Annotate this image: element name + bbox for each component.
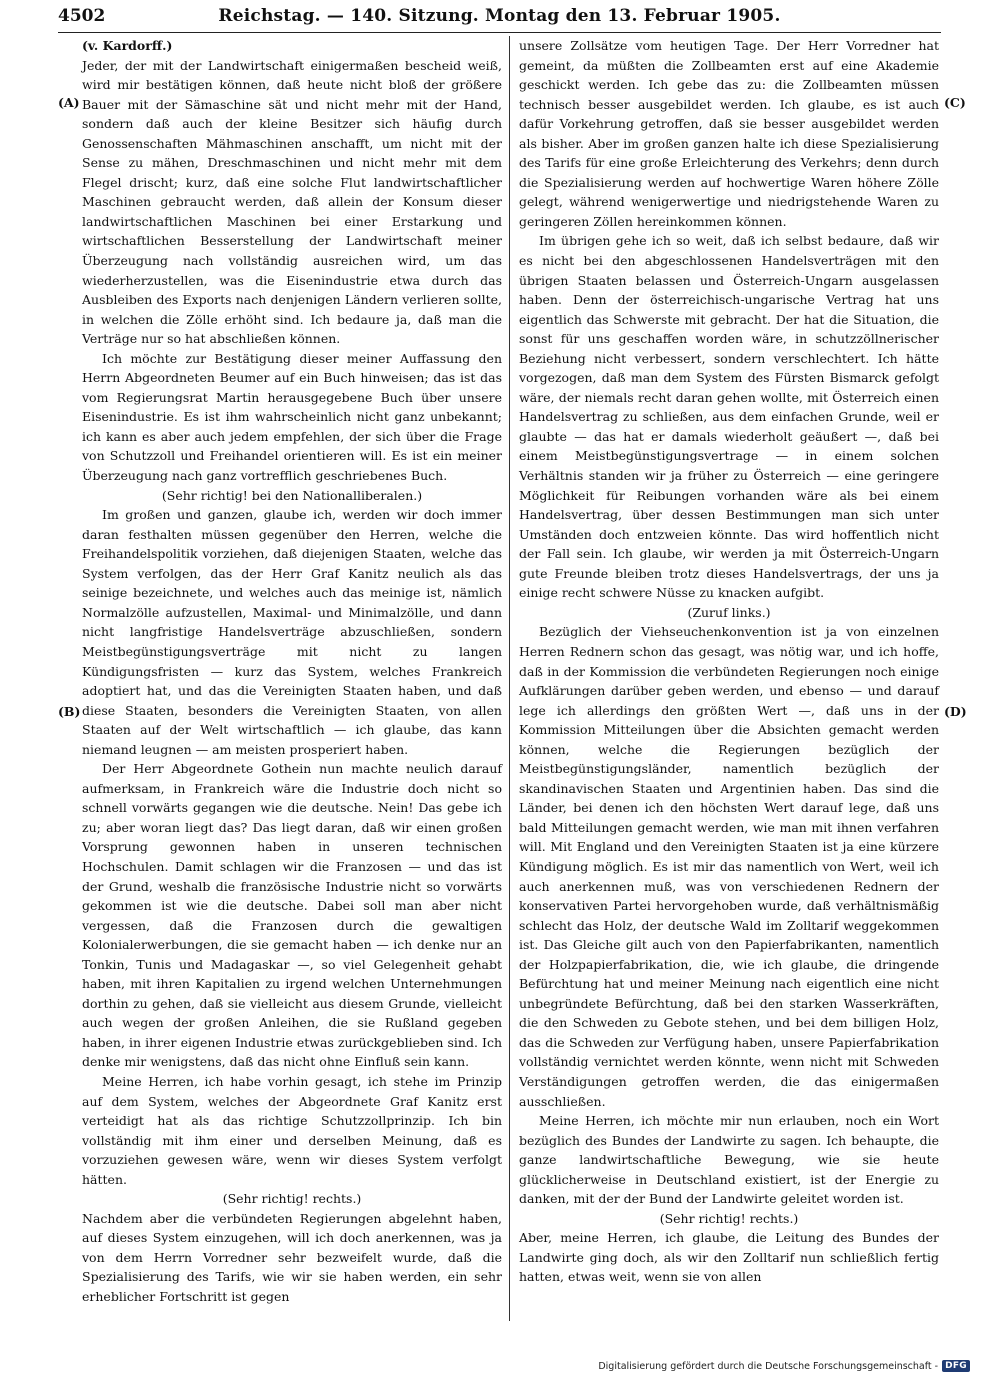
paragraph: Der Herr Abgeordnete Gothein nun machte neulich darauf aufmerksam, in Frankreich wäre die Industrie doch nicht so schnell vorwärts gegangen wie die deutsche. Nein! Das gebe ich zu; aber woran liegt das? Das liegt daran, daß wir einen großen Vorsprung gewonnen haben in unseren technischen Hochschulen. Damit schlagen wir die Franzosen — und das ist der Grund, weshalb die französische Industrie nicht so vorwärts gekommen ist wie die deutsche. Dabei soll man aber nicht vergessen, daß die Franzosen durch die gewaltigen Kolonialerwerbungen, die sie gemacht haben — ich denke nur an Tonkin, Tunis und Madagaskar —, so viel Gelegenheit gehabt haben, mit ihren Kapitalien zu irgend welchen Unternehmungen dorthin zu gehen, daß sie vielleicht aus diesem Grunde, vielleicht auch wegen der großen Anleihen, die sie Rußland gegeben haben, in ihrer eigenen Industrie etwas zurückgeblieben sind. Ich denke mir wenigstens, daß das nicht ohne Einfluß sein kann. bbox=[82, 761, 502, 1070]
speaker-name: (v. Kardorff.) bbox=[82, 38, 173, 53]
paragraph: Im übrigen gehe ich so weit, daß ich selbst bedaure, daß wir es nicht bei den abgeschlossenen Handelsverträgen mit den übrigen Staaten belassen und Österreich-Ungarn ausgelassen haben. Denn der österreichisch-ungarische Vertrag hat uns eigentlich das Schwerste mit gebracht. Der hat die Situation, die sonst für uns geschaffen worden wäre, in schutzzöllnerischer Beziehung nicht verbessert, sondern verschlechtert. Ich hätte vorgezogen, daß man dem System des Fürsten Bismarck gefolgt wäre, der niemals recht daran gehen wollte, mit Österreich einen Handelsvertrag zu schließen, aus dem einfachen Grunde, weil er glaubte — das hat er damals wiederholt geäußert —, daß bei einem Meistbegünstigungsvertrage — in einem solchen Verhältnis standen wir ja früher zu Österreich — eine geringere Möglichkeit für Reibungen vorhanden wäre als bei einem Handelsvertrag, über dessen Bestimmungen man sich unter Umständen doch entzweien könnte. Das wird hoffentlich nicht der Fall sein. Ich glaube, wir werden ja mit Österreich-Ungarn gute Freunde bleiben trotz dieses Handelsvertrags, der uns ja einige recht schwere Nüsse zu knacken aufgibt. bbox=[519, 233, 939, 601]
paragraph: Ich möchte zur Bestätigung dieser meiner Auffassung den Herrn Abgeordneten Beumer auf ein Buch hinweisen; das ist das vom Regierungsrat Martin herausgegebene Buch über unsere Eisenindustrie. Es ist ihm wahrscheinlich nicht ganz unbekannt; ich kann es aber auch jedem empfehlen, der sich über die Frage von Schutzzoll und Freihandel orientieren will. Es ist ein meiner Überzeugung nach ganz vortrefflich geschriebenes Buch. bbox=[82, 350, 502, 484]
interjection: (Sehr richtig! bei den Nationalliberalen.) bbox=[161, 487, 423, 503]
interjection: (Sehr richtig! rechts.) bbox=[659, 1210, 799, 1226]
interjection: (Zuruf links.) bbox=[687, 604, 771, 620]
paragraph: Meine Herren, ich habe vorhin gesagt, ich stehe im Prinzip auf dem System, welches der Abgeordnete Graf Kanitz erst verteidigt hat als das richtige Schutzzollprinzip. Ich bin vollständig mit ihm einer und derselben Meinung, daß es vorzuziehen gewesen wäre, wenn wir dieses System verfolgt hätten. bbox=[82, 1073, 502, 1187]
page-number: 4502 bbox=[58, 6, 106, 26]
margin-marker-a: (A) bbox=[58, 95, 80, 110]
right-column bbox=[519, 36, 939, 1287]
paragraph: Im großen und ganzen, glaube ich, werden wir doch immer daran festhalten müssen gegenüber den Herren, welche die Freihandelspolitik vorziehen, daß diejenigen Staaten, welche das System verfolgen, das der Herr Graf Kanitz neulich als das seinige bezeichnete, und welches auch das meinige ist, nämlich Normalzölle aufzustellen, Maximal- und Minimalzölle, und dann nicht langfristige Handelsverträge abzuschließen, sondern Meistbegünstigungsverträge mit nicht zu langen Kündigungsfristen — kurz das System, welches Frankreich adoptiert hat, und das die Vereinigten Staaten haben, und daß diese Staaten, besonders die Vereinigten Staaten, von allen Staaten auf der Welt wirtschaftlich — ich glaube, das kann niemand leugnen — am meisten prosperiert haben. bbox=[82, 507, 502, 757]
paragraph: Nachdem aber die verbündeten Regierungen abgelehnt haben, auf dieses System einzugehen, will ich doch anerkennen, was ja von dem Herrn Vorredner sehr bezweifelt wurde, daß die Spezialisierung des Tarifs, wie wir sie haben werden, ein sehr erheblicher Fortschritt ist gegen bbox=[82, 1210, 502, 1304]
margin-marker-c: (C) bbox=[944, 95, 966, 110]
column-divider bbox=[509, 36, 510, 1321]
dfg-logo: DFG bbox=[942, 1360, 970, 1372]
paragraph: Jeder, der mit der Landwirtschaft einigermaßen bescheid weiß, wird mir bestätigen können, daß heute nicht bloß der größere Bauer mit der Sämaschine sät und nicht mehr mit der Hand, sondern daß auch der kleine Besitzer sich häufig durch Genossenschaften Mähmaschinen anschafft, um nicht mit der Sense zu mähen, Dreschmaschinen und nicht mehr mit dem Flegel drischt; kurz, daß eine solche Flut landwirtschaftlicher Maschinen gebraucht werden, daß allein der Konsum dieser landwirtschaftlichen Maschinen bei einer Erstarkung und wirtschaftlichen Besserstellung der Landwirtschaft meiner Überzeugung nach vollständig ausreichen wird, um das wiederherzustellen, was die Eisenindustrie etwa durch das Ausbleiben des Exports nach denjenigen Ländern verlieren sollte, in welchen die Zölle erhöht sind. Ich bedaure ja, daß man die Verträge nur so hat abschließen können. bbox=[82, 57, 502, 347]
footer bbox=[598, 1360, 970, 1372]
paragraph: Bezüglich der Viehseuchenkonvention ist ja von einzelnen Herren Rednern schon das gesagt, was nötig war, und ich hoffe, daß in der Kommission die verbündeten Regierungen noch einige Aufklärungen darüber geben werden, und ebenso — und darauf lege ich allerdings den größten Wert —, daß uns in der Kommission Mitteilungen über die Absichten gemacht werden können, welche die Regierungen bezüglich der Meistbegünstigungsländer, namentlich bezüglich der skandinavischen Staaten und Argentinien haben. Das sind die Länder, bei denen ich den höchsten Wert darauf lege, daß uns bald Mitteilungen gemacht werden, wie man mit ihnen verfahren will. Mit England und den Vereinigten Staaten ist ja eine kürzere Kündigung möglich. Es ist mir das namentlich von Wert, weil ich auch anerkennen muß, was von verschiedenen Rednern der konservativen Partei hervorgehoben wurde, daß verhältnismäßig schlecht das Holz, der deutsche Wald im Zolltarif weggekommen ist. Das Gleiche gilt auch von den Papierfabrikanten, namentlich der Holzpapierfabrikation, die, wie ich glaube, die dringende Befürchtung hat und meiner Meinung nach eigentlich eine nicht unbegründete Befürchtung, daß bei den starken Wasserkräften, die den Schweden zu Gebote stehen, und bei dem billigen Holz, das die Schweden zur Verfügung haben, unsere Papierfabrikation vollständig vernichtet werden könnte, wenn nicht mit Schweden Verständigungen getroffen werden, die das einigermaßen ausschließen. bbox=[519, 624, 939, 1109]
header-rule bbox=[58, 32, 941, 33]
footer-text: Digitalisierung gefördert durch die Deutsche Forschungsgemeinschaft - bbox=[598, 1360, 939, 1372]
paragraph: Meine Herren, ich möchte mir nun erlauben, noch ein Wort bezüglich des Bundes der Landwirte zu sagen. Ich behaupte, die ganze landwirtschaftliche Bewegung, wie sie heute glücklicherweise in Deutschland existiert, ist der Energie zu danken, mit der der Bund der Landwirte geleitet worden ist. bbox=[519, 1113, 939, 1207]
paragraph: Aber, meine Herren, ich glaube, die Leitung des Bundes der Landwirte ging doch, als wir den Zolltarif nun schließlich fertig hatten, etwas weit, wenn sie von allen bbox=[519, 1230, 939, 1285]
left-column bbox=[82, 36, 502, 1307]
margin-marker-b: (B) bbox=[58, 704, 81, 719]
header-title: Reichstag. — 140. Sitzung. Montag den 13. Februar 1905. bbox=[218, 6, 781, 26]
page-header bbox=[58, 6, 941, 28]
paragraph: unsere Zollsätze vom heutigen Tage. Der Herr Vorredner hat gemeint, da müßten die Zollbeamten erst auf eine Akademie geschickt werden. Ich gebe das zu: die Zollbeamten müssen technisch besser ausgebildet werden. Ich glaube, es ist auch dafür Vorkehrung getroffen, daß sie besser ausgebildet werden als bisher. Aber im großen ganzen halte ich diese Spezialisierung des Tarifs für eine große Erleichterung des Verkehrs; denn durch die Spezialisierung werden auf hochwertige Waren höhere Zölle gelegt, während wenigerwertige und niedrigstehende Waren zu geringeren Zöllen hereinkommen können. bbox=[519, 38, 939, 229]
margin-marker-d: (D) bbox=[944, 704, 967, 719]
interjection: (Sehr richtig! rechts.) bbox=[222, 1191, 362, 1207]
